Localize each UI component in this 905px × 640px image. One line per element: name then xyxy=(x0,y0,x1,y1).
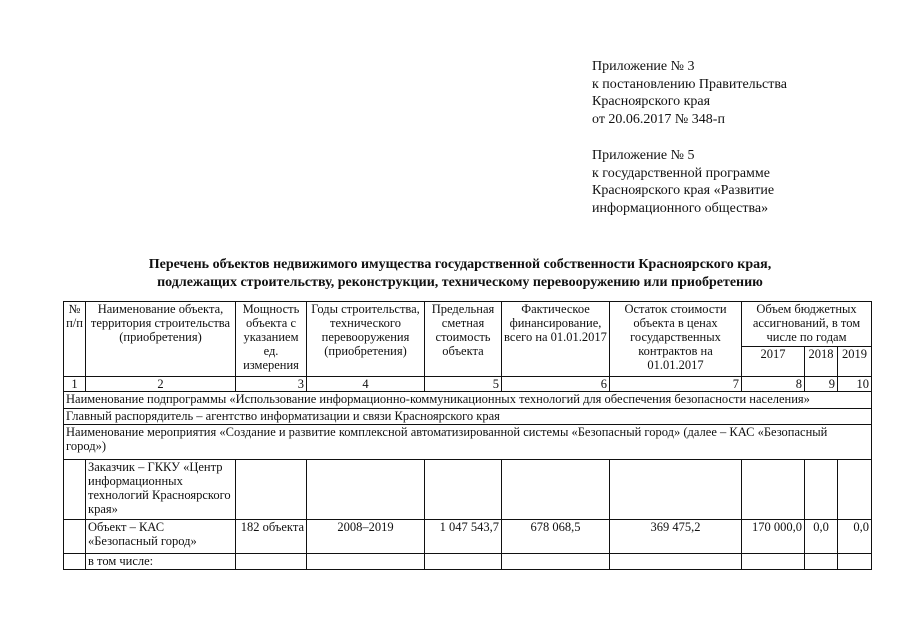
header-row xyxy=(64,302,872,347)
col-number: 9 xyxy=(805,377,838,392)
appendix-line: к государственной программе xyxy=(592,165,770,181)
appendix-block xyxy=(592,58,787,217)
col-number: 10 xyxy=(838,377,872,392)
empty-cell xyxy=(307,460,425,520)
empty-cell xyxy=(502,554,610,570)
header-year-2017: 2017 xyxy=(742,347,805,377)
col-number: 6 xyxy=(502,377,610,392)
including-row xyxy=(64,554,872,570)
empty-cell xyxy=(610,554,742,570)
object-2018: 0,0 xyxy=(805,520,838,554)
empty-cell xyxy=(236,460,307,520)
header-year-2019: 2019 xyxy=(838,347,872,377)
col-number: 4 xyxy=(307,377,425,392)
appendix-spacer xyxy=(592,128,787,147)
header-year-2018: 2018 xyxy=(805,347,838,377)
header-capacity: Мощность объекта с указанием ед. измерения xyxy=(236,302,307,377)
document-title xyxy=(60,256,860,291)
col-number: 8 xyxy=(742,377,805,392)
empty-cell xyxy=(742,554,805,570)
empty-cell xyxy=(742,460,805,520)
col-number: 2 xyxy=(86,377,236,392)
object-financing: 678 068,5 xyxy=(502,520,610,554)
appendix-line: Приложение № 3 xyxy=(592,59,695,74)
object-capacity: 182 объекта xyxy=(236,520,307,554)
object-remaining: 369 475,2 xyxy=(610,520,742,554)
appendix-line: информационного общества» xyxy=(592,200,769,216)
appendix-line: Красноярского края xyxy=(592,94,711,109)
header-budget: Объем бюджетных ассигнований, в том числе по годам xyxy=(742,302,872,347)
distributor-row xyxy=(64,409,872,425)
empty-cell xyxy=(838,460,872,520)
object-2017: 170 000,0 xyxy=(742,520,805,554)
header-years: Годы строительства, технического перевооружения (приобретения) xyxy=(307,302,425,377)
object-name: Объект – КАС «Безопасный город» xyxy=(86,520,236,554)
customer-name: Заказчик – ГККУ «Центр информационных технологий Красноярского края» xyxy=(86,460,236,520)
appendix-line: от 20.06.2017 № 348-п xyxy=(592,111,725,127)
object-cost: 1 047 543,7 xyxy=(425,520,502,554)
empty-cell xyxy=(236,554,307,570)
appendix-line: к постановлению Правительства xyxy=(592,76,788,92)
object-row xyxy=(64,520,872,554)
empty-cell xyxy=(307,554,425,570)
empty-cell xyxy=(805,460,838,520)
empty-cell xyxy=(838,554,872,570)
col-number: 3 xyxy=(236,377,307,392)
empty-cell xyxy=(502,460,610,520)
object-2019: 0,0 xyxy=(838,520,872,554)
empty-cell xyxy=(425,554,502,570)
header-remaining: Остаток стоимости объекта в ценах государственных контрактов на 01.01.2017 xyxy=(610,302,742,377)
appendix-line: Приложение № 5 xyxy=(592,148,695,163)
empty-cell xyxy=(805,554,838,570)
title-line: подлежащих строительству, реконструкции, техническому перевооружению или приобретению xyxy=(157,274,763,290)
appendix-line: Красноярского края «Развитие xyxy=(592,183,775,198)
empty-cell xyxy=(64,460,86,520)
empty-cell xyxy=(425,460,502,520)
empty-cell xyxy=(64,554,86,570)
empty-cell xyxy=(64,520,86,554)
col-number: 1 xyxy=(64,377,86,392)
title-line: Перечень объектов недвижимого имущества государственной собственности Красноярского края, xyxy=(148,257,772,272)
activity-row xyxy=(64,425,872,460)
header-name: Наименование объекта, территория строительства (приобретения) xyxy=(86,302,236,377)
main-distributor: Главный распорядитель – агентство информатизации и связи Красноярского края xyxy=(64,409,872,425)
column-numbers-row xyxy=(64,377,872,392)
col-number: 7 xyxy=(610,377,742,392)
object-years: 2008–2019 xyxy=(307,520,425,554)
empty-cell xyxy=(610,460,742,520)
objects-table xyxy=(63,301,872,570)
header-financing: Фактическое финансирование, всего на 01.01.2017 xyxy=(502,302,610,377)
header-num: № п/п xyxy=(64,302,86,377)
including-label: в том числе: xyxy=(86,554,236,570)
customer-row xyxy=(64,460,872,520)
activity-name: Наименование мероприятия «Создание и развитие комплексной автоматизированной системы «Безопасный город» (далее – КАС «Безопасный город») xyxy=(64,425,872,460)
header-cost: Предельная сметная стоимость объекта xyxy=(425,302,502,377)
subprogram-name: Наименование подпрограммы «Использование информационно-коммуникационных технологий для обеспечения безопасности населения» xyxy=(64,392,872,409)
col-number: 5 xyxy=(425,377,502,392)
subprogram-row xyxy=(64,392,872,409)
